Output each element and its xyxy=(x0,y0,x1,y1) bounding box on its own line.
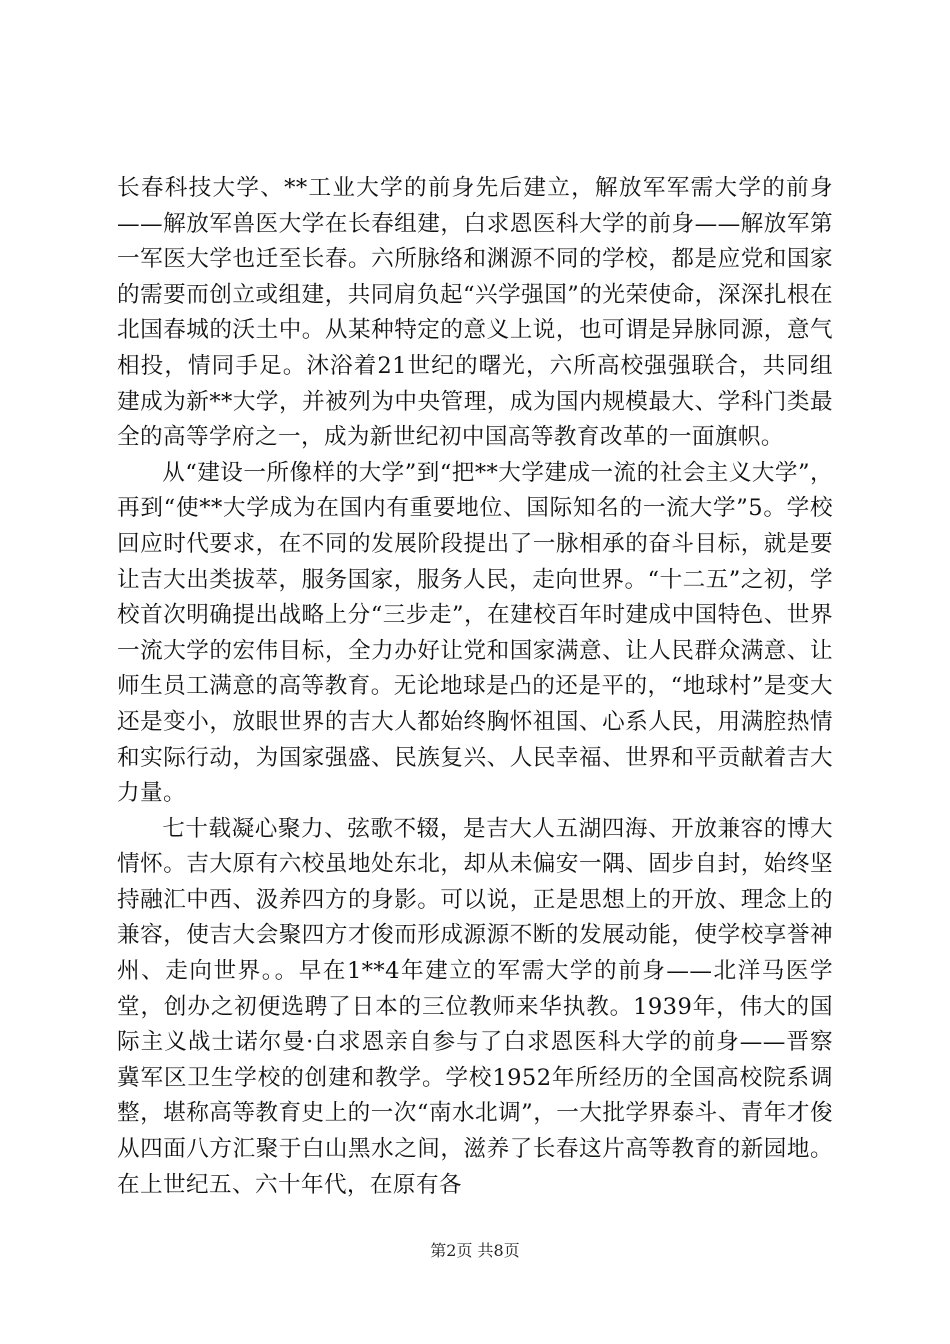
paragraph-3: 七十载凝心聚力、弦歌不辍，是吉大人五湖四海、开放兼容的博大情怀。吉大原有六校虽地处东北，却从未偏安一隅、固步自封，始终坚持融汇中西、汲养四方的身影。可以说，正是思想上的开放、理念上的兼容，使吉大会聚四方才俊而形成源源不断的发展动能，使学校享誉神州、走向世界。。早在1**4年建立的军需大学的前身——北洋马医学堂，创办之初便选聘了日本的三位教师来华执教。1939年，伟大的国际主义战士诺尔曼·白求恩亲自参与了白求恩医科大学的前身——晋察冀军区卫生学校的创建和教学。学校1952年所经历的全国高校院系调整，堪称高等教育史上的一次“南水北调”，一大批学界泰斗、青年才俊从四面八方汇聚于白山黑水之间，滋养了长春这片高等教育的新园地。在上世纪五、六十年代，在原有各 xyxy=(117,815,833,1198)
paragraph-1: 长春科技大学、**工业大学的前身先后建立，解放军军需大学的前身——解放军兽医大学在长春组建，白求恩医科大学的前身——解放军第一军医大学也迁至长春。六所脉络和渊源不同的学校，都是应党和国家的需要而创立或组建，共同肩负起“兴学强国”的光荣使命，深深扎根在北国春城的沃土中。从某种特定的意义上说，也可谓是异脉同源，意气相投，情同手足。沐浴着21世纪的曙光，六所高校强强联合，共同组建成为新**大学，并被列为中央管理，成为国内规模最大、学科门类最全的高等学府之一，成为新世纪初中国高等教育改革的一面旗帜。 xyxy=(117,175,833,451)
paragraph-2: 从“建设一所像样的大学”到“把**大学建成一流的社会主义大学”，再到“使**大学成为在国内有重要地位、国际知名的一流大学”5。学校回应时代要求，在不同的发展阶段提出了一脉相承的奋斗目标，就是要让吉大出类拔萃，服务国家，服务人民，走向世界。“十二五”之初，学校首次明确提出战略上分“三步走”，在建校百年时建成中国特色、世界一流大学的宏伟目标，全力办好让党和国家满意、让人民群众满意、让师生员工满意的高等教育。无论地球是凸的还是平的，“地球村”是变大还是变小，放眼世界的吉大人都始终胸怀祖国、心系人民，用满腔热情和实际行动，为国家强盛、民族复兴、人民幸福、世界和平贡献着吉大力量。 xyxy=(117,459,833,807)
page-number-footer: 第2页 共8页 xyxy=(430,1241,520,1260)
document-body xyxy=(117,171,833,1203)
